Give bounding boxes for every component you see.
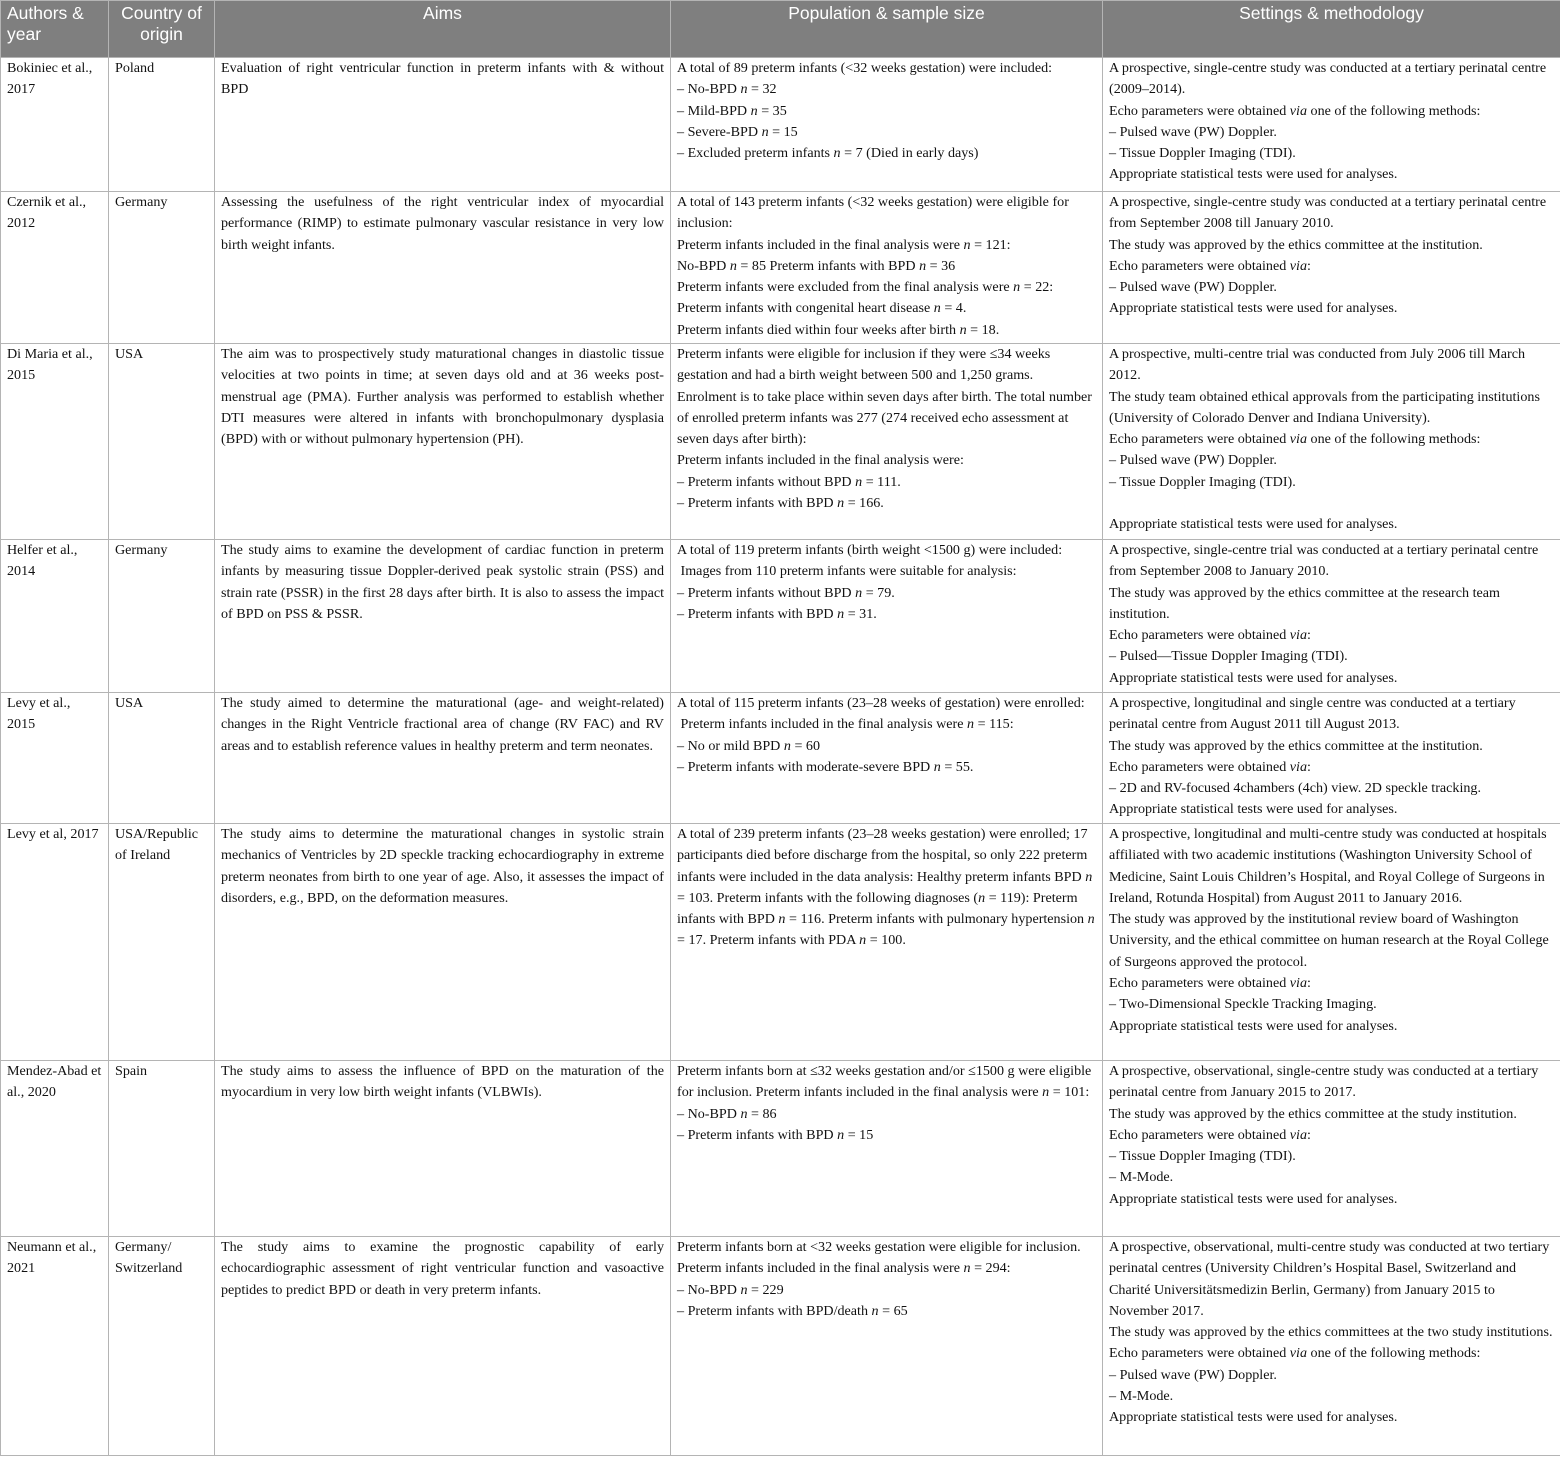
header-authors-year: Authors & year [1, 1, 109, 58]
settings-line: Appropriate statistical tests were used for analyses. [1109, 1017, 1398, 1034]
population-line: – Preterm infants with BPD n = 166. [677, 495, 884, 512]
cell-country: Germany [109, 540, 215, 693]
population-line: – Excluded preterm infants n = 7 (Died in early days) [677, 145, 979, 162]
settings-line: – Tissue Doppler Imaging (TDI). [1109, 1148, 1296, 1165]
population-line: – Preterm infants with BPD n = 15 [677, 1126, 874, 1143]
cell-aims: The study aims to examine the development of cardiac function in preterm infants by measuring tissue Doppler-derived peak systolic strain (PSS) and strain rate (PSSR) in the first 28 days after birth. It is also to assess the impact of BPD on PSS & PSSR. [215, 540, 671, 693]
population-line: Preterm infants born at ≤32 weeks gestation and/or ≤1500 g were eligible for inclusion. Preterm infants included in the final analysis were n = 101: [677, 1063, 1095, 1101]
cell-population [671, 693, 1103, 824]
settings-line: A prospective, longitudinal and multi-centre study was conducted at hospitals affiliated with two academic institutions (Washington University School of Medicine, Saint Louis Children’s Hospital, and Royal College of Surgeons in Ireland, Rotunda Hospital) from August 2011 to January 2016. [1109, 826, 1551, 906]
settings-line: – Pulsed wave (PW) Doppler. [1109, 279, 1277, 296]
population-line: Preterm infants were excluded from the final analysis were n = 22: [677, 279, 1054, 296]
cell-population [671, 58, 1103, 192]
settings-line: The study was approved by the ethics committee at the study institution. [1109, 1105, 1517, 1122]
table-row [1, 58, 1560, 192]
population-line: A total of 115 preterm infants (23–28 weeks of gestation) were enrolled: [677, 695, 1085, 711]
cell-population [671, 344, 1103, 540]
settings-line: The study team obtained ethical approvals from the participating institutions (University of Colorado Denver and Indiana University). [1109, 388, 1544, 426]
table-body [1, 58, 1560, 1456]
cell-settings [1103, 344, 1560, 540]
settings-line: The study was approved by the ethics committee at the institution. [1109, 737, 1483, 754]
settings-line: Appropriate statistical tests were used for analyses. [1109, 1190, 1398, 1207]
settings-line: – Pulsed wave (PW) Doppler. [1109, 452, 1277, 469]
cell-aims: The study aims to assess the influence of BPD on the maturation of the myocardium in very low birth weight infants (VLBWIs). [215, 1061, 671, 1237]
population-line: – Mild-BPD n = 35 [677, 102, 787, 119]
cell-country: Poland [109, 58, 215, 192]
population-line: A total of 119 preterm infants (birth weight <1500 g) were included: [677, 542, 1063, 558]
settings-line: Appropriate statistical tests were used for analyses. [1109, 516, 1398, 533]
settings-line: Echo parameters were obtained via one of the following methods: [1109, 431, 1481, 448]
cell-settings [1103, 58, 1560, 192]
settings-line: A prospective, single-centre study was conducted at a tertiary perinatal centre from September 2008 till January 2010. [1109, 194, 1550, 232]
cell-population [671, 1061, 1103, 1237]
cell-country: USA [109, 693, 215, 824]
settings-line: Echo parameters were obtained via: [1109, 1126, 1311, 1143]
settings-line: Echo parameters were obtained via one of the following methods: [1109, 1345, 1481, 1362]
population-line: – No-BPD n = 32 [677, 81, 777, 98]
population-line: – Preterm infants with BPD/death n = 65 [677, 1302, 908, 1319]
population-line: – Preterm infants without BPD n = 111. [677, 473, 901, 490]
cell-country: USA/Republic of Ireland [109, 824, 215, 1061]
population-line: Preterm infants included in the final analysis were n = 294: [677, 1260, 1011, 1277]
settings-line: – Two-Dimensional Speckle Tracking Imaging. [1109, 996, 1377, 1013]
table-row [1, 1061, 1560, 1237]
settings-line: A prospective, longitudinal and single centre was conducted at a tertiary perinatal centre from August 2011 till August 2013. [1109, 695, 1520, 733]
cell-settings [1103, 1237, 1560, 1456]
cell-authors-year: Neumann et al., 2021 [1, 1237, 109, 1456]
cell-settings [1103, 192, 1560, 344]
header-aims: Aims [215, 1, 671, 58]
population-line: Preterm infants were eligible for inclusion if they were ≤34 weeks gestation and had a birth weight between 500 and 1,250 grams. Enrolment is to take place within seven days after birth. The total number of enrolled preterm infants was 277 (274 received echo assessment at seven days after birth): [677, 346, 1096, 448]
cell-authors-year: Helfer et al., 2014 [1, 540, 109, 693]
cell-country: Germany/ Switzerland [109, 1237, 215, 1456]
settings-line: Echo parameters were obtained via one of the following methods: [1109, 102, 1481, 119]
population-line: Preterm infants included in the final analysis were n = 115: [677, 716, 1014, 733]
population-line: Preterm infants included in the final analysis were: [677, 452, 964, 469]
settings-line: – M-Mode. [1109, 1388, 1174, 1405]
settings-line: – Tissue Doppler Imaging (TDI). [1109, 473, 1296, 490]
cell-authors-year: Bokiniec et al., 2017 [1, 58, 109, 192]
settings-line: Appropriate statistical tests were used for analyses. [1109, 669, 1398, 686]
header-population-sample-size: Population & sample size [671, 1, 1103, 58]
population-line: – No-BPD n = 86 [677, 1105, 777, 1122]
population-line: A total of 143 preterm infants (<32 weeks gestation) were eligible for inclusion: [677, 194, 1073, 232]
cell-authors-year: Mendez-Abad et al., 2020 [1, 1061, 109, 1237]
population-line: A total of 239 preterm infants (23–28 weeks gestation) were enrolled; 17 participants died before discharge from the hospital, so only 222 preterm infants were included in the data analysis: Healthy preterm infants BPD n = 103. Preterm infants with the following diagnoses (n = 119): Preterm infants with BPD n = 116. Preterm infants with pulmonary hypertension n = 17. Preterm infants with PDA n = 100. [677, 826, 1099, 949]
cell-country: Spain [109, 1061, 215, 1237]
settings-line: A prospective, observational, multi-centre study was conducted at two tertiary perinatal centres (University Children’s Hospital Basel, Switzerland and Charité Universitätsmedizin Berlin, Germany) from January 2015 to November 2017. [1109, 1239, 1553, 1319]
cell-settings [1103, 540, 1560, 693]
population-line: No-BPD n = 85 Preterm infants with BPD n = 36 [677, 257, 956, 274]
settings-line: Appropriate statistical tests were used for analyses. [1109, 801, 1398, 818]
settings-line: Echo parameters were obtained via: [1109, 975, 1311, 992]
cell-country: USA [109, 344, 215, 540]
settings-line: The study was approved by the ethics committee at the research team institution. [1109, 584, 1504, 622]
population-line: Preterm infants included in the final analysis were n = 121: [677, 236, 1011, 253]
table-row [1, 192, 1560, 344]
settings-line: – 2D and RV-focused 4chambers (4ch) view. 2D speckle tracking. [1109, 780, 1481, 797]
settings-line: Echo parameters were obtained via: [1109, 758, 1311, 775]
cell-authors-year: Levy et al., 2015 [1, 693, 109, 824]
population-line: Images from 110 preterm infants were suitable for analysis: [677, 563, 1017, 580]
cell-aims: Assessing the usefulness of the right ventricular index of myocardial performance (RIMP) to estimate pulmonary vascular resistance in very low birth weight infants. [215, 192, 671, 344]
settings-line: – Pulsed—Tissue Doppler Imaging (TDI). [1109, 648, 1348, 665]
population-line: Preterm infants with congenital heart disease n = 4. [677, 300, 967, 317]
cell-settings [1103, 693, 1560, 824]
settings-line: Echo parameters were obtained via: [1109, 627, 1311, 644]
cell-aims: The study aimed to determine the maturational (age- and weight-related) changes in the Right Ventricle fractional area of change (RV FAC) and RV areas and to establish reference values in healthy preterm and term neonates. [215, 693, 671, 824]
settings-line: A prospective, single-centre study was conducted at a tertiary perinatal centre (2009–2014). [1109, 60, 1550, 98]
settings-line: – Pulsed wave (PW) Doppler. [1109, 1366, 1277, 1383]
settings-line [1109, 493, 1554, 514]
settings-line: The study was approved by the institutional review board of Washington University, and the ethical committee on human research at the Royal College of Surgeons approved the protocol. [1109, 911, 1553, 970]
settings-line: – Tissue Doppler Imaging (TDI). [1109, 145, 1296, 162]
cell-population [671, 540, 1103, 693]
settings-line: Echo parameters were obtained via: [1109, 257, 1311, 274]
settings-line: The study was approved by the ethics committee at the institution. [1109, 236, 1483, 253]
cell-aims: The study aims to examine the prognostic capability of early echocardiographic assessment of right ventricular function and vasoactive peptides to predict BPD or death in very preterm infants. [215, 1237, 671, 1456]
settings-line: A prospective, multi-centre trial was conducted from July 2006 till March 2012. [1109, 346, 1529, 384]
cell-settings [1103, 1061, 1560, 1237]
settings-line: The study was approved by the ethics committees at the two study institutions. [1109, 1324, 1553, 1341]
settings-line: A prospective, single-centre trial was conducted at a tertiary perinatal centre from September 2008 to January 2010. [1109, 542, 1542, 580]
cell-authors-year: Di Maria et al., 2015 [1, 344, 109, 540]
population-line: – No or mild BPD n = 60 [677, 737, 821, 754]
cell-population [671, 192, 1103, 344]
cell-country: Germany [109, 192, 215, 344]
table-row [1, 693, 1560, 824]
cell-aims: Evaluation of right ventricular function in preterm infants with & without BPD [215, 58, 671, 192]
population-line: – Preterm infants with moderate-severe BPD n = 55. [677, 758, 974, 775]
cell-population [671, 1237, 1103, 1456]
population-line: Preterm infants born at <32 weeks gestation were eligible for inclusion. [677, 1239, 1081, 1255]
header-country-of-origin: Country of origin [109, 1, 215, 58]
population-line: – No-BPD n = 229 [677, 1281, 784, 1298]
population-line: – Preterm infants without BPD n = 79. [677, 584, 895, 601]
table-row [1, 540, 1560, 693]
cell-aims: The aim was to prospectively study maturational changes in diastolic tissue velocities at two points in time; at seven days old and at 36 weeks post-menstrual age (PMA). Further analysis was performed to establish whether DTI measures were altered in infants with bronchopulmonary dysplasia (BPD) with or without pulmonary hypertension (PH). [215, 344, 671, 540]
settings-line: Appropriate statistical tests were used for analyses. [1109, 1409, 1398, 1426]
population-line: – Preterm infants with BPD n = 31. [677, 605, 877, 622]
table-row [1, 1237, 1560, 1456]
header-row [1, 1, 1560, 58]
settings-line: – Pulsed wave (PW) Doppler. [1109, 123, 1277, 140]
cell-aims: The study aims to determine the maturational changes in systolic strain mechanics of Ventricles by 2D speckle tracking echocardiography in extreme preterm neonates from birth to one year of age. Also, it assesses the impact of disorders, e.g., BPD, on the deformation measures. [215, 824, 671, 1061]
population-line: – Severe-BPD n = 15 [677, 123, 798, 140]
table-row [1, 344, 1560, 540]
settings-line: – M-Mode. [1109, 1169, 1174, 1186]
table-row [1, 824, 1560, 1061]
settings-line: Appropriate statistical tests were used for analyses. [1109, 300, 1398, 317]
population-line: A total of 89 preterm infants (<32 weeks gestation) were included: [677, 60, 1053, 76]
cell-authors-year: Levy et al, 2017 [1, 824, 109, 1061]
cell-settings [1103, 824, 1560, 1061]
settings-line: A prospective, observational, single-centre study was conducted at a tertiary perinatal centre from January 2015 to 2017. [1109, 1063, 1542, 1101]
cell-authors-year: Czernik et al., 2012 [1, 192, 109, 344]
cell-population [671, 824, 1103, 1061]
header-settings-methodology: Settings & methodology [1103, 1, 1560, 58]
population-line: Preterm infants died within four weeks after birth n = 18. [677, 321, 1000, 338]
settings-line: Appropriate statistical tests were used for analyses. [1109, 166, 1398, 183]
